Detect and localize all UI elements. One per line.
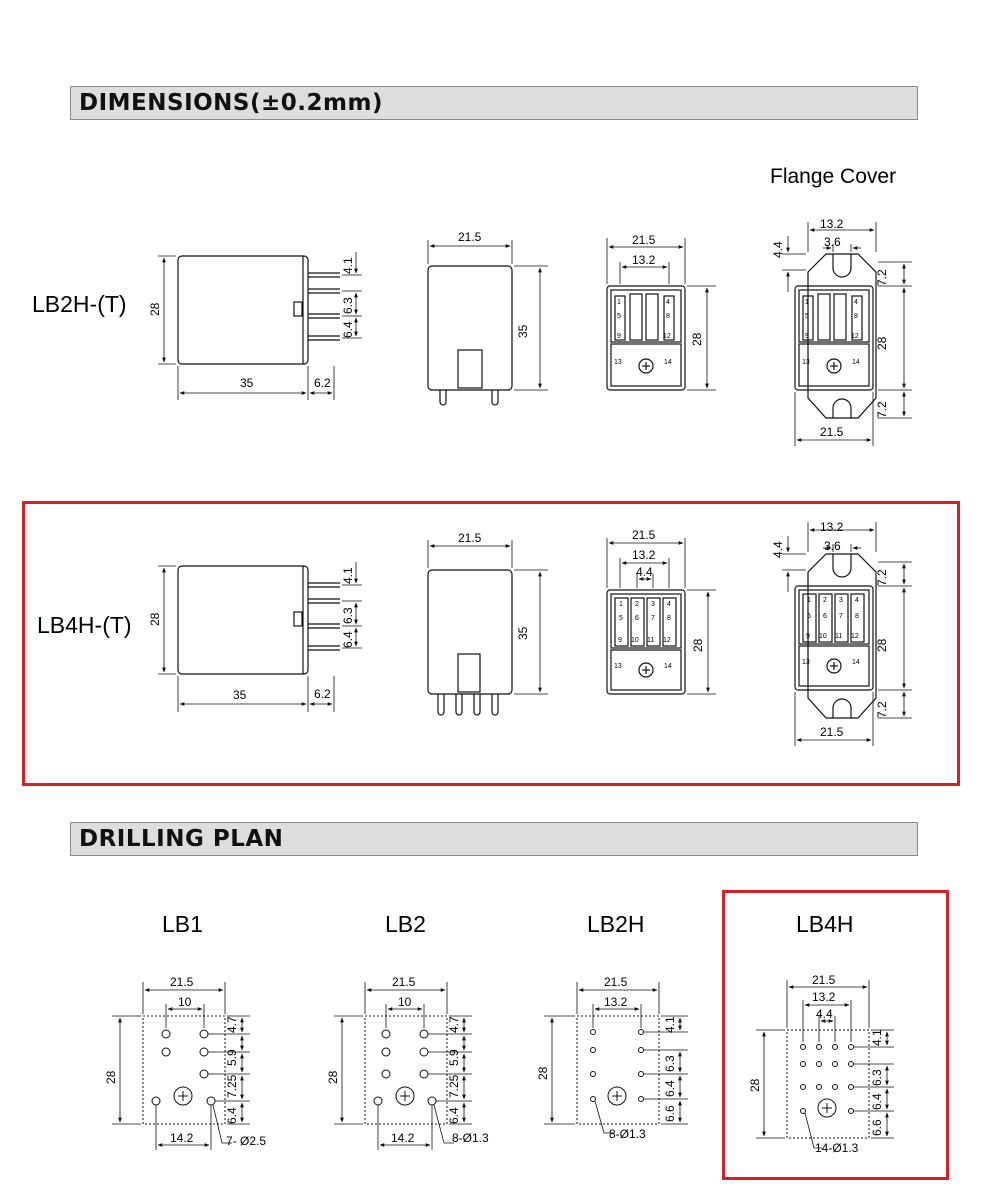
lb4h-length-label: 35 [233, 688, 247, 702]
flange-cover-label: Flange Cover [770, 165, 897, 188]
drilling-lb4h-d3-label: 6.4 [870, 1093, 884, 1110]
drilling-lb2-title: LB2 [385, 911, 426, 937]
drilling-plan-lb2h [536, 911, 688, 1141]
lb4h-flange-top-ear-label: 7.2 [875, 569, 889, 586]
lb4h-flange-bottom-ear-label: 7.2 [875, 701, 889, 718]
lb2h-flange-pin-14: 14 [852, 359, 860, 366]
drilling-lb2h-d4-label: 6.6 [663, 1105, 677, 1122]
lb4h-flange-pin-13: 13 [802, 659, 810, 666]
lb4h-pin-5: 5 [619, 615, 623, 622]
lb4h-flange-slot-depth-label: 4.4 [771, 541, 785, 558]
drilling-lb2h-d3-label: 6.4 [663, 1080, 677, 1097]
drilling-lb2h-title: LB2H [587, 911, 645, 937]
lb2h-bottom-view [607, 238, 716, 390]
lb4h-pin-pitch2-label: 6.4 [341, 631, 355, 648]
lb4h-flange-pin-12: 12 [851, 633, 859, 640]
drilling-lb2h-holes-label: 8-Ø1.3 [609, 1127, 646, 1141]
drilling-lb1-title: LB1 [162, 911, 203, 937]
drilling-plan-lb1 [104, 911, 266, 1150]
drilling-plan-lb4h [748, 911, 894, 1155]
lb4h-height-label: 28 [148, 612, 162, 626]
lb2h-flange-top-ear-label: 7.2 [875, 269, 889, 286]
lb4h-pin-6: 6 [635, 615, 639, 622]
lb4h-flange-pin-4: 4 [855, 597, 859, 604]
lb2h-pin-pitch2-label: 6.4 [341, 321, 355, 338]
lb2h-pin-13: 13 [614, 359, 622, 366]
lb4h-side-view [158, 562, 362, 712]
lb2h-bottom-height-label: 28 [690, 332, 704, 346]
drilling-lb1-span-label: 14.2 [170, 1131, 194, 1145]
drilling-lb4h-holes-label: 14-Ø1.3 [815, 1141, 859, 1155]
lb2h-pin-offset-label: 4.1 [341, 257, 355, 274]
lb4h-pin-10: 10 [631, 637, 639, 644]
lb4h-flange-pin-1: 1 [807, 597, 811, 604]
lb4h-flange-width-label: 21.5 [820, 725, 844, 739]
lb4h-model-label: LB4H-(T) [37, 612, 132, 638]
lb4h-front-width-label: 21.5 [458, 531, 482, 545]
lb4h-flange-pin-2: 2 [823, 597, 827, 604]
drilling-lb4h-d1-label: 4.1 [870, 1029, 884, 1046]
lb4h-bottom-view [607, 538, 716, 694]
lb2h-flange-bottom-ear-label: 7.2 [875, 401, 889, 418]
lb2h-pin-8: 8 [666, 313, 670, 320]
lb4h-pin-pitch-label: 6.3 [341, 607, 355, 624]
lb2h-bottom-width-label: 21.5 [632, 233, 656, 247]
drilling-lb2-d3-label: 7.25 [447, 1074, 461, 1098]
drilling-lb4h-pin-pitch-label: 4.4 [816, 1007, 833, 1021]
lb2h-front-view [428, 240, 548, 405]
dimensions-title: DIMENSIONS(±0.2mm) [79, 90, 383, 116]
lb2h-front-width-label: 21.5 [458, 230, 482, 244]
drilling-lb1-d1-label: 4.7 [225, 1016, 239, 1033]
lb4h-pin-length-label: 6.2 [314, 687, 331, 701]
drilling-plan-lb2 [326, 911, 489, 1150]
lb4h-flange-pin-8: 8 [855, 613, 859, 620]
lb4h-pin-2: 2 [635, 601, 639, 608]
lb4h-flange-pin-10: 10 [819, 633, 827, 640]
lb4h-bottom-pin-pitch-label: 4.4 [636, 565, 653, 579]
lb4h-pin-14: 14 [664, 663, 672, 670]
lb4h-pin-11: 11 [647, 637, 655, 644]
lb4h-pin-13: 13 [614, 663, 622, 670]
lb4h-pin-8: 8 [667, 615, 671, 622]
lb2h-pin-14: 14 [664, 359, 672, 366]
drilling-lb2h-height-label: 28 [536, 1066, 550, 1080]
lb2h-pin-1: 1 [617, 299, 621, 306]
lb2h-flange-pin-9: 9 [805, 333, 809, 340]
lb2h-flange-pin-13: 13 [802, 359, 810, 366]
lb4h-bottom-height-label: 28 [691, 638, 705, 652]
lb4h-pin-3: 3 [651, 601, 655, 608]
lb2h-flange-pin-12: 12 [851, 333, 859, 340]
lb4h-front-height-label: 35 [516, 626, 530, 640]
lb4h-flange-pin-11: 11 [835, 633, 843, 640]
lb2h-flange-pin-1: 1 [805, 299, 809, 306]
lb4h-flange-pin-3: 3 [839, 597, 843, 604]
lb2h-pin-5: 5 [617, 313, 621, 320]
lb4h-pin-7: 7 [651, 615, 655, 622]
drilling-lb2-d4-label: 6.4 [447, 1107, 461, 1124]
lb2h-length-label: 35 [240, 376, 254, 390]
lb2h-front-height-label: 35 [516, 324, 530, 338]
lb4h-flange-view [782, 522, 912, 746]
lb4h-flange-height-label: 28 [875, 638, 889, 652]
lb2h-side-view [158, 252, 362, 400]
lb2h-flange-height-label: 28 [875, 336, 889, 350]
drilling-lb1-d3-label: 7.25 [225, 1074, 239, 1098]
drilling-lb4h-pitch-label: 13.2 [812, 990, 836, 1004]
lb2h-pin-9: 9 [617, 333, 621, 340]
drilling-lb1-holes-label: 7- Ø2.5 [226, 1134, 267, 1148]
lb4h-flange-pin-9: 9 [806, 633, 810, 640]
lb4h-flange-slot-label: 3.6 [824, 539, 841, 553]
lb2h-flange-slot-label: 3.6 [824, 235, 841, 249]
drilling-lb2-width-label: 21.5 [392, 975, 416, 989]
lb2h-model-label: LB2H-(T) [32, 291, 127, 317]
drilling-lb1-height-label: 28 [104, 1070, 118, 1084]
lb2h-pin-length-label: 6.2 [314, 376, 331, 390]
drilling-lb4h-d4-label: 6.6 [870, 1119, 884, 1136]
lb2h-height-label: 28 [148, 302, 162, 316]
lb4h-front-view [428, 540, 548, 715]
lb2h-pin-4: 4 [666, 299, 670, 306]
lb2h-row [32, 217, 912, 446]
lb4h-flange-top-width-label: 13.2 [820, 520, 844, 534]
drilling-lb4h-height-label: 28 [748, 1078, 762, 1092]
lb4h-flange-pin-5: 5 [807, 613, 811, 620]
lb4h-pin-1: 1 [619, 601, 623, 608]
drilling-lb1-d2-label: 5.9 [225, 1049, 239, 1066]
drilling-lb2-span-label: 14.2 [391, 1131, 415, 1145]
drilling-lb2-holes-label: 8-Ø1.3 [452, 1131, 489, 1145]
drilling-lb2-height-label: 28 [326, 1070, 340, 1084]
lb4h-flange-pin-6: 6 [823, 613, 827, 620]
lb2h-flange-pin-4: 4 [854, 299, 858, 306]
drilling-lb2h-d2-label: 6.3 [663, 1055, 677, 1072]
drilling-lb2-pitch-label: 10 [398, 995, 412, 1009]
lb4h-bottom-pitch-label: 13.2 [632, 548, 656, 562]
lb4h-pin-9: 9 [618, 637, 622, 644]
lb2h-flange-view [782, 222, 912, 446]
drilling-lb2h-pitch-label: 13.2 [604, 995, 628, 1009]
lb4h-flange-pin-14: 14 [852, 659, 860, 666]
drilling-lb4h-width-label: 21.5 [812, 973, 836, 987]
lb4h-pin-12: 12 [663, 637, 671, 644]
drilling-lb4h-title: LB4H [796, 911, 854, 937]
lb2h-bottom-pitch-label: 13.2 [632, 253, 656, 267]
drilling-lb4h-d2-label: 6.3 [870, 1069, 884, 1086]
lb2h-flange-top-width-label: 13.2 [820, 217, 844, 231]
drilling-lb2h-width-label: 21.5 [604, 975, 628, 989]
drilling-lb1-d4-label: 6.4 [225, 1107, 239, 1124]
lb4h-pin-offset-label: 4.1 [341, 567, 355, 584]
lb2h-flange-pin-8: 8 [854, 313, 858, 320]
drilling-lb2h-d1-label: 4.1 [663, 1016, 677, 1033]
drilling-lb2-d2-label: 5.9 [447, 1049, 461, 1066]
lb4h-flange-pin-7: 7 [839, 613, 843, 620]
lb2h-pin-12: 12 [663, 333, 671, 340]
lb2h-flange-slot-depth-label: 4.4 [771, 241, 785, 258]
lb2h-flange-pin-5: 5 [805, 313, 809, 320]
lb4h-bottom-width-label: 21.5 [632, 528, 656, 542]
drilling-lb1-width-label: 21.5 [170, 975, 194, 989]
drilling-lb2-d1-label: 4.7 [447, 1016, 461, 1033]
lb4h-pin-4: 4 [667, 601, 671, 608]
lb2h-flange-width-label: 21.5 [820, 425, 844, 439]
lb2h-pin-pitch-label: 6.3 [341, 297, 355, 314]
drilling-lb1-pitch-label: 10 [178, 995, 192, 1009]
drilling-plan-title: DRILLING PLAN [79, 826, 284, 852]
lb4h-row [37, 520, 912, 746]
